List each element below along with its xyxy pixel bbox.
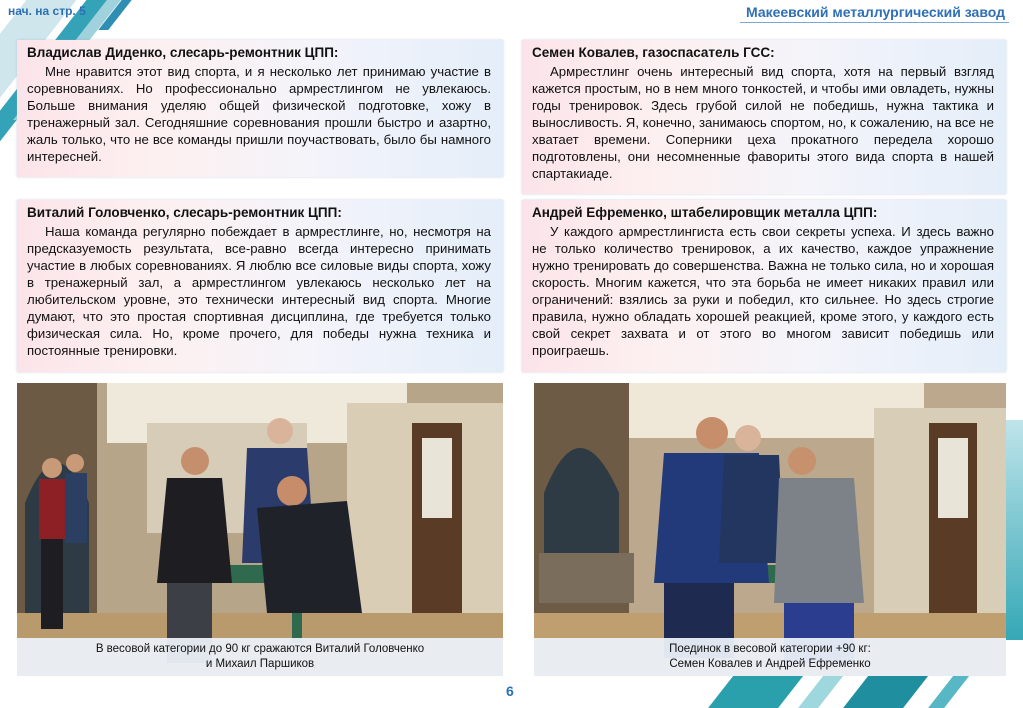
photo-caption	[534, 638, 1006, 676]
photo-armwrestling-over-90	[534, 383, 1006, 676]
caption-line-1: Поединок в весовой категории +90 кг:	[669, 643, 871, 655]
photo-caption	[17, 638, 503, 676]
article-efremenko	[522, 200, 1006, 372]
caption-line-2: Семен Ковалев и Андрей Ефременко	[669, 658, 871, 670]
article-title: Семен Ковалев, газоспасатель ГСС:	[532, 45, 775, 60]
photo-armwrestling-under-90	[17, 383, 503, 676]
article-title: Виталий Головченко, слесарь-ремонтник ЦПП:	[27, 205, 342, 220]
article-didenko	[17, 40, 503, 177]
caption-line-2: и Михаил Паршиков	[205, 658, 315, 670]
caption-line-1: В весовой категории до 90 кг сражаются Виталий Головченко	[95, 643, 425, 655]
article-title: Андрей Ефременко, штабелировщик металла ЦПП:	[532, 205, 878, 220]
decor-right-edge	[1004, 420, 1023, 640]
article-title: Владислав Диденко, слесарь-ремонтник ЦПП:	[27, 45, 339, 60]
article-kovalev	[522, 40, 1006, 194]
header-rule	[740, 22, 1009, 23]
photo-scene	[17, 383, 503, 676]
page-number: 6	[506, 683, 514, 699]
continued-from-label: нач. на стр. 5	[8, 4, 86, 18]
publication-title: Макеевский металлургический завод	[745, 4, 1005, 20]
article-text: У каждого армрестлингиста есть свои секреты успеха. И здесь важно не только количество тренировок, а их качество, каждое упражнение нужно тренировать до совершенства. Важна не только сила, но и хорошая скорость. Многим кажется, что эта борьба не имеет никаких правил или ограничений: взялись за руки и победил, кто сильнее. Но здесь строгие правила, нужно обладать хорошей реакцией, кроме этого, у каждого есть свой секрет захвата и от этого во многом зависит победишь или проиграешь.	[532, 224, 994, 358]
article-text: Мне нравится этот вид спорта, и я несколько лет принимаю участие в соревнованиях. Но профессионально армрестлингом не увлекаюсь. Больше внимания уделяю общей физической подготовке, хожу в тренажерный зал. Сегодняшние соревнования прошли быстро и азартно, жаль только, что не все команды пришли поучаствовать, было бы намного интересней.	[27, 64, 491, 164]
article-text: Наша команда регулярно побеждает в армрестлинге, но, несмотря на предсказуемость результата, все-равно всегда интересно принимать участие в любых соревнованиях. Я люблю все силовые виды спорта, хожу в тренажерный зал, а армрестлингом увлекаюсь несколько лет на любительском уровне, это технически интересный вид спорта. Многие думают, что это простая спортивная дисциплина, где требуется только физическая сила. Но, кроме прочего, для победы нужна техника и постоянные тренировки.	[27, 224, 491, 358]
photo-scene	[534, 383, 1006, 676]
article-golovchenko	[17, 200, 503, 372]
article-text: Армрестлинг очень интересный вид спорта, хотя на первый взгляд кажется простым, но в нем много тонкостей, и чтобы ими овладеть, нужны годы тренировок. Здесь грубой силой не победишь, нужна тактика и выносливость. Я, конечно, занимаюсь спортом, но, к сожалению, на все не хватает времени. Соперники цеха прокатного передела хорошо подготовлены, они несомненные фавориты этого вида спорта в нашей спартакиаде.	[532, 64, 994, 181]
